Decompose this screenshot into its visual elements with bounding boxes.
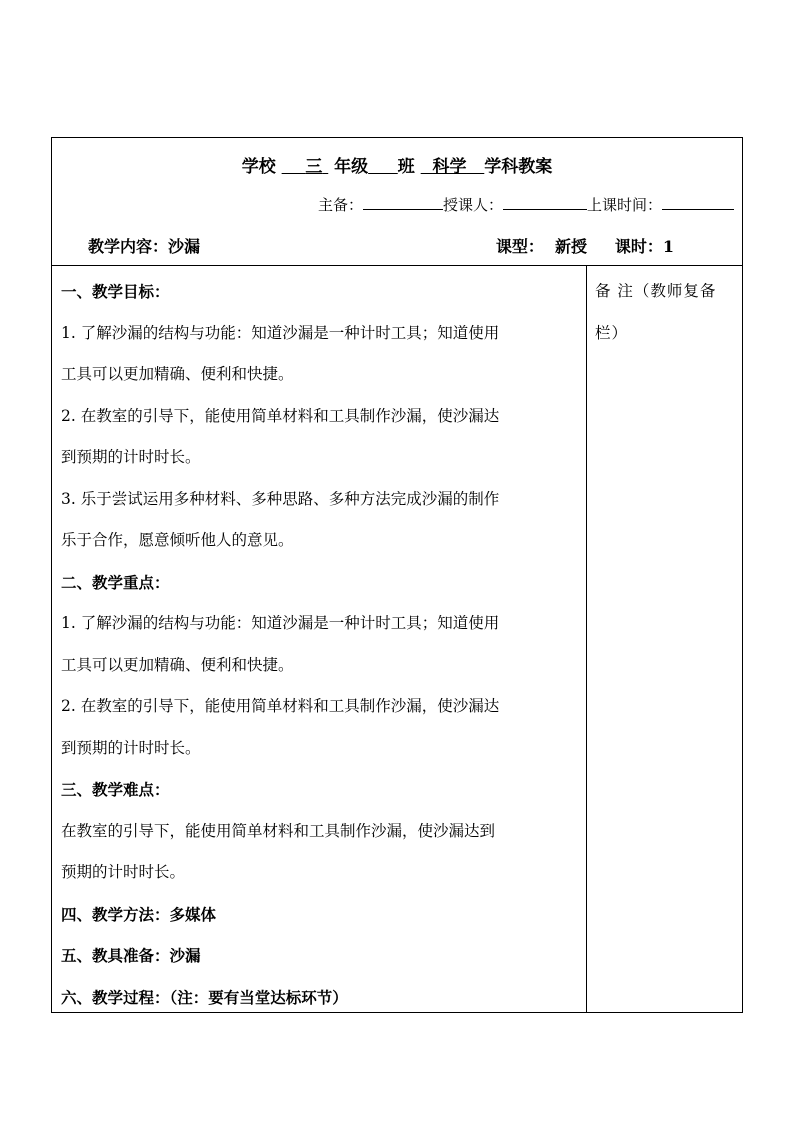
subject-suffix: 学科教案 bbox=[484, 157, 553, 177]
subject-value: 科学 bbox=[432, 157, 467, 177]
hours-label: 课时：1 bbox=[614, 237, 674, 256]
lead-label: 主备： bbox=[317, 196, 363, 214]
type-label: 课型： bbox=[495, 237, 544, 256]
content-line: 到预期的计时时长。 bbox=[61, 448, 201, 466]
section-heading: 六、教学过程：（注：要有当堂达标环节） bbox=[61, 987, 348, 1007]
main-content-cell bbox=[52, 265, 587, 1012]
type-value: 新授 bbox=[554, 237, 587, 256]
content-label: 教学内容：沙漏 bbox=[88, 237, 201, 256]
section-heading: 五、教具准备：沙漏 bbox=[61, 946, 201, 965]
class-blank bbox=[368, 157, 398, 177]
content-line: 乐于合作，愿意倾听他人的意见。 bbox=[61, 531, 294, 549]
teacher-label: 授课人： bbox=[442, 196, 503, 214]
content-line: 工具可以更加精确、便利和快捷。 bbox=[61, 655, 294, 674]
teacher-blank bbox=[503, 195, 587, 210]
grade-value: 三 bbox=[305, 157, 323, 177]
time-label: 上课时间： bbox=[586, 196, 662, 214]
content-line: 预期的计时时长。 bbox=[61, 863, 186, 881]
content-line: 2. 在教室的引导下，能使用简单材料和工具制作沙漏，使沙漏达 bbox=[61, 697, 500, 715]
notes-cell bbox=[587, 265, 742, 1012]
content-line: 2. 在教室的引导下，能使用简单材料和工具制作沙漏，使沙漏达 bbox=[61, 406, 500, 425]
time-blank bbox=[662, 195, 734, 210]
section-heading: 二、教学重点： bbox=[61, 572, 170, 592]
lesson-plan-table bbox=[51, 137, 743, 1013]
content-line: 工具可以更加精确、便利和快捷。 bbox=[61, 365, 294, 383]
section-heading: 四、教学方法：多媒体 bbox=[61, 904, 217, 924]
section-heading: 一、教学目标： bbox=[61, 282, 170, 301]
content-line: 到预期的计时时长。 bbox=[61, 738, 201, 757]
school-label: 学校 bbox=[241, 157, 276, 177]
page-title bbox=[52, 152, 742, 177]
content-line: 在教室的引导下，能使用简单材料和工具制作沙漏，使沙漏达到 bbox=[61, 821, 496, 840]
content-line: 1. 了解沙漏的结构与功能：知道沙漏是一种计时工具；知道使用 bbox=[61, 323, 500, 342]
author-row bbox=[318, 194, 734, 215]
grade-label: 年级 bbox=[334, 157, 369, 177]
content-line: 3. 乐于尝试运用多种材料、多种思路、多种方法完成沙漏的制作 bbox=[61, 489, 500, 508]
content-line: 1. 了解沙漏的结构与功能：知道沙漏是一种计时工具；知道使用 bbox=[61, 614, 500, 632]
section-heading: 三、教学难点： bbox=[61, 780, 170, 799]
notes-text: 备 注（教师复备栏） bbox=[595, 282, 717, 342]
content-row bbox=[88, 234, 674, 257]
type-hours bbox=[496, 234, 674, 257]
main-lines bbox=[52, 265, 586, 1018]
class-label: 班 bbox=[397, 157, 415, 177]
header-cell bbox=[52, 138, 742, 266]
lead-blank bbox=[363, 195, 443, 210]
